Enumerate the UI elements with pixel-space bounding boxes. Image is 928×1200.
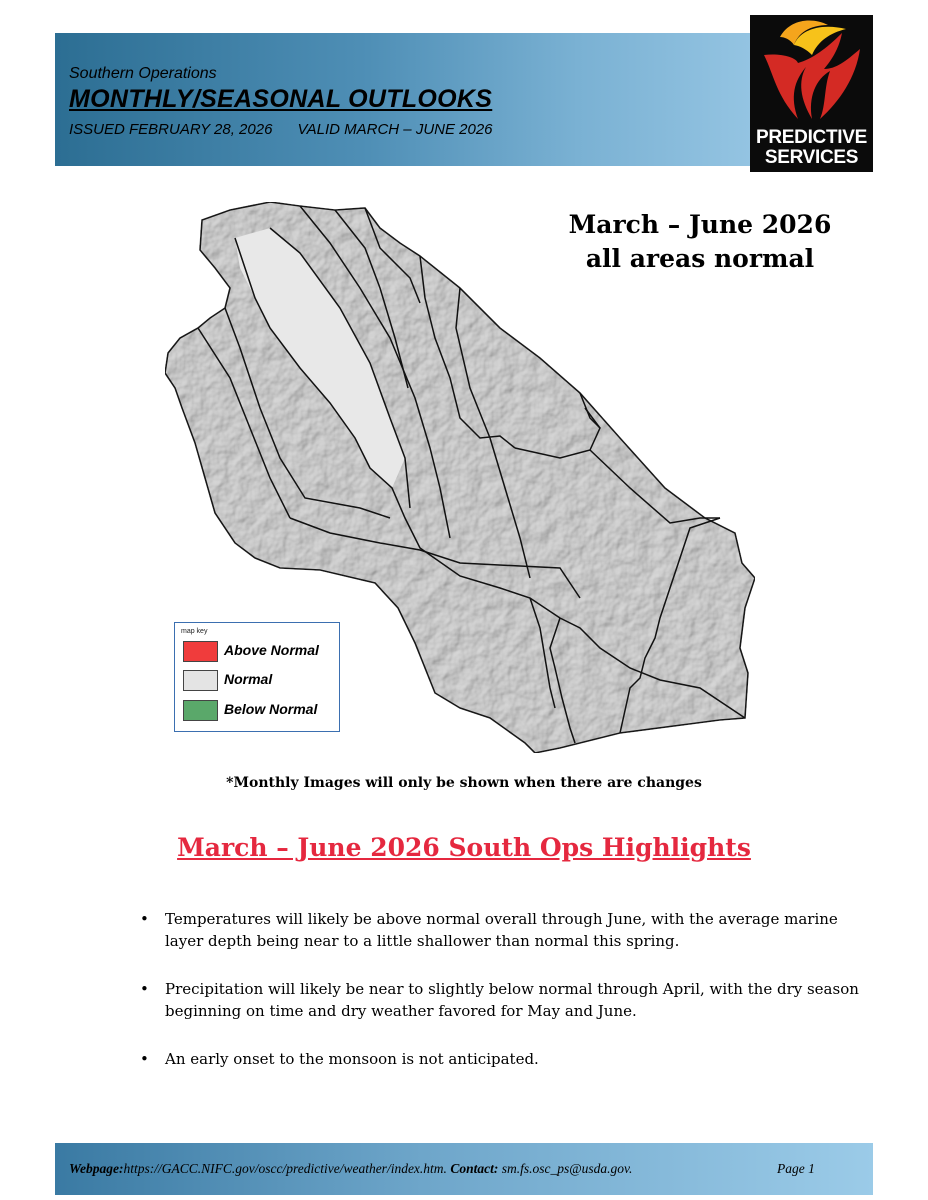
list-item <box>140 908 880 952</box>
below-normal-label: Below Normal <box>224 701 318 717</box>
map-key-title: map key <box>181 628 208 635</box>
normal-swatch <box>183 670 218 691</box>
predictive-services-logo <box>750 15 873 172</box>
webpage-link[interactable]: https://GACC.NIFC.gov/oscc/predictive/weather/index.htm. <box>123 1161 447 1176</box>
highlights-title: March – June 2026 South Ops Highlights <box>177 833 751 862</box>
page-number: Page 1 <box>777 1161 815 1176</box>
bullet-icon: • <box>140 980 149 998</box>
list-item <box>140 1048 880 1070</box>
bullet-icon: • <box>140 910 149 928</box>
logo-line2: SERVICES <box>764 147 859 168</box>
monthly-images-note: *Monthly Images will only be shown when there are changes <box>226 775 702 791</box>
bullet-icon: • <box>140 1050 149 1068</box>
highlights-list <box>140 908 880 1096</box>
list-item <box>140 978 880 1022</box>
headline-line2: all areas normal <box>585 244 815 273</box>
map-headline <box>545 208 855 276</box>
bullet-text: An early onset to the monsoon is not anticipated. <box>165 1050 539 1068</box>
document-title: MONTHLY/SEASONAL OUTLOOKS <box>69 85 493 113</box>
normal-label: Normal <box>224 671 273 687</box>
map-key <box>174 622 340 732</box>
webpage-label: Webpage: <box>69 1161 124 1176</box>
issue-line <box>69 121 493 138</box>
footer-text <box>69 1161 632 1177</box>
footer-bar <box>55 1143 873 1195</box>
org-name: Southern Operations <box>69 65 217 82</box>
header-banner <box>55 33 752 166</box>
above-normal-swatch <box>183 641 218 662</box>
logo-line1: PREDICTIVE <box>755 127 868 148</box>
contact-label: Contact: <box>450 1161 499 1176</box>
bullet-text: Temperatures will likely be above normal overall through June, with the average marine layer depth being near to a little shallower than normal this spring. <box>165 910 838 950</box>
below-normal-swatch <box>183 700 218 721</box>
valid-period: VALID MARCH – JUNE 2026 <box>297 121 493 138</box>
contact-email[interactable]: sm.fs.osc_ps@usda.gov. <box>501 1161 633 1176</box>
above-normal-label: Above Normal <box>224 642 319 658</box>
flame-icon <box>750 15 873 125</box>
issued-date: ISSUED FEBRUARY 28, 2026 <box>69 121 273 138</box>
bullet-text: Precipitation will likely be near to slightly below normal through April, with the dry season beginning on time and dry weather favored for May and June. <box>165 980 859 1020</box>
headline-line1: March – June 2026 <box>568 210 832 239</box>
